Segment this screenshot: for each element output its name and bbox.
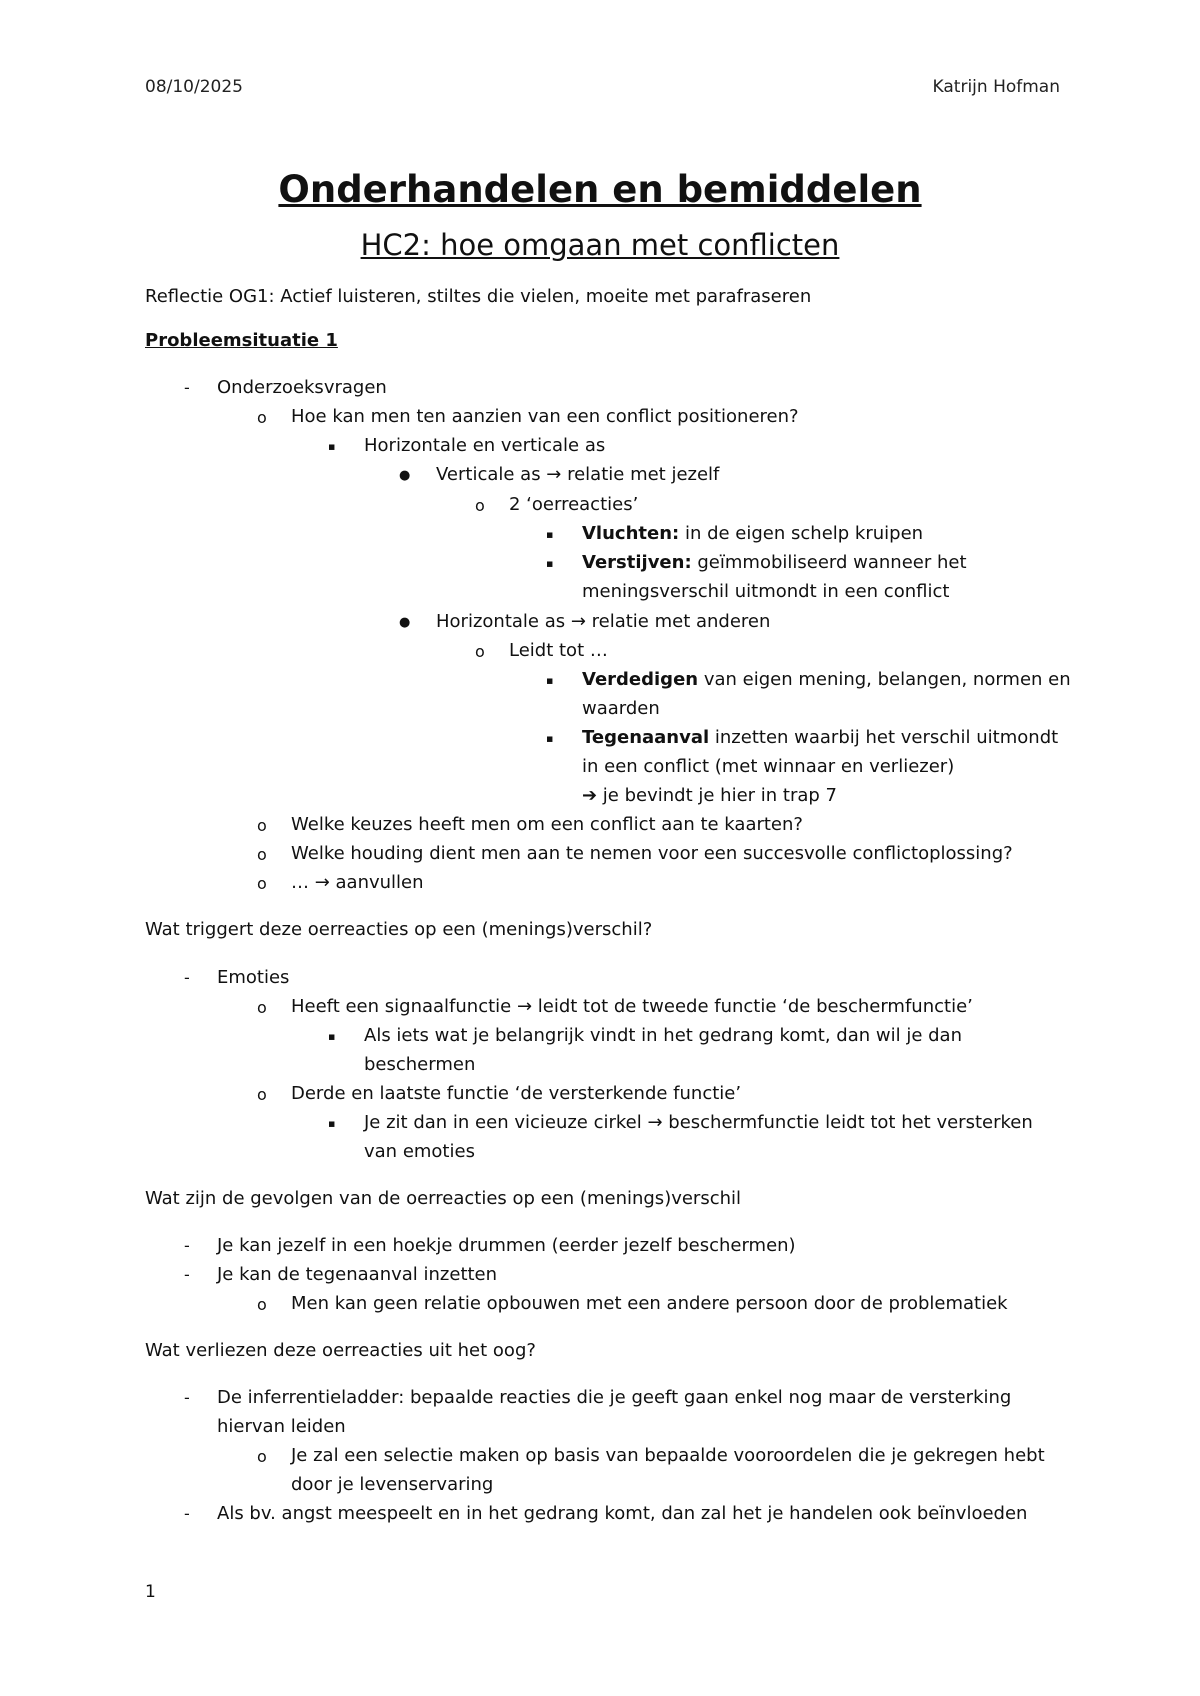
ring-marker: o [257,874,267,893]
list-item-continuation: van emoties [364,1141,475,1162]
ring-marker: o [475,642,485,661]
list-item: Onderzoeksvragen [217,377,387,398]
term-bold: Tegenaanval [582,727,710,748]
list-item: Heeft een signaalfunctie → leidt tot de tweede functie ‘de beschermfunctie’ [291,996,973,1017]
list-item [582,522,923,546]
dash-marker: - [184,378,190,397]
square-marker: ▪ [328,440,336,453]
question-line: Wat triggert deze oerreacties op een (menings)verschil? [145,919,653,940]
ring-marker: o [257,1085,267,1104]
dash-marker: - [184,968,190,987]
list-item [582,551,967,575]
header-author: Katrijn Hofman [932,77,1060,97]
square-marker: ▪ [546,674,554,687]
list-item: Horizontale en verticale as [364,435,606,456]
term-bold: Vluchten: [582,523,680,544]
document-subtitle: HC2: hoe omgaan met conflicten [360,228,840,262]
dash-marker: - [184,1504,190,1523]
square-marker: ▪ [328,1117,336,1130]
bullet-marker: ● [399,468,411,483]
page-number: 1 [145,1582,156,1602]
list-item: 2 ‘oerreacties’ [509,494,639,515]
list-item: Je zal een selectie maken op basis van bepaalde vooroordelen die je gekregen hebt [291,1445,1045,1466]
dash-marker: - [184,1236,190,1255]
list-item: Hoe kan men ten aanzien van een conflict positioneren? [291,406,799,427]
question-line: Wat verliezen deze oerreacties uit het oog? [145,1340,536,1361]
dash-marker: - [184,1388,190,1407]
bullet-marker: ● [399,615,411,630]
question-line: Wat zijn de gevolgen van de oerreacties op een (menings)verschil [145,1188,742,1209]
square-marker: ▪ [546,732,554,745]
list-item-continuation: in een conflict (met winnaar en verliezer) [582,756,955,777]
ring-marker: o [257,998,267,1017]
square-marker: ▪ [328,1030,336,1043]
list-item: Derde en laatste functie ‘de versterkende functie’ [291,1083,742,1104]
list-item: Horizontale as → relatie met anderen [436,611,771,632]
document-title: Onderhandelen en bemiddelen [278,168,922,211]
ring-marker: o [257,816,267,835]
list-item [582,668,1071,692]
square-marker: ▪ [546,528,554,541]
ring-marker: o [257,408,267,427]
header-date: 08/10/2025 [145,77,243,97]
list-item-continuation: ➔ je bevindt je hier in trap 7 [582,785,837,806]
term-bold: Verstijven: [582,552,692,573]
list-item-continuation: hiervan leiden [217,1416,346,1437]
list-item: Je kan de tegenaanval inzetten [217,1264,498,1285]
term-bold: Verdedigen [582,669,699,690]
section-heading: Probleemsituatie 1 [145,330,338,351]
term-text: van eigen mening, belangen, normen en [698,669,1071,690]
list-item-continuation: meningsverschil uitmondt in een conflict [582,581,950,602]
list-item: Welke houding dient men aan te nemen voor een succesvolle conflictoplossing? [291,843,1013,864]
list-item: Als bv. angst meespeelt en in het gedrang komt, dan zal het je handelen ook beïnvloeden [217,1503,1028,1524]
term-text: inzetten waarbij het verschil uitmondt [709,727,1059,748]
list-item: Je zit dan in een vicieuze cirkel → beschermfunctie leidt tot het versterken [364,1112,1033,1133]
list-item-continuation: door je levenservaring [291,1474,494,1495]
ring-marker: o [257,1447,267,1466]
list-item: … → aanvullen [291,872,424,893]
list-item: Men kan geen relatie opbouwen met een andere persoon door de problematiek [291,1293,1008,1314]
ring-marker: o [257,1295,267,1314]
list-item-continuation: waarden [582,698,660,719]
dash-marker: - [184,1265,190,1284]
list-item: Emoties [217,967,290,988]
list-item: Als iets wat je belangrijk vindt in het gedrang komt, dan wil je dan [364,1025,962,1046]
list-item: Je kan jezelf in een hoekje drummen (eerder jezelf beschermen) [217,1235,796,1256]
ring-marker: o [475,496,485,515]
reflection-line: Reflectie OG1: Actief luisteren, stiltes die vielen, moeite met parafraseren [145,286,812,307]
term-text: in de eigen schelp kruipen [679,523,924,544]
term-text: geïmmobiliseerd wanneer het [691,552,967,573]
list-item [582,726,1058,750]
ring-marker: o [257,845,267,864]
list-item: De inferrentieladder: bepaalde reacties die je geeft gaan enkel nog maar de versterking [217,1387,1012,1408]
list-item: Welke keuzes heeft men om een conflict aan te kaarten? [291,814,803,835]
square-marker: ▪ [546,557,554,570]
list-item: Verticale as → relatie met jezelf [436,464,720,485]
list-item: Leidt tot … [509,640,608,661]
list-item-continuation: beschermen [364,1054,476,1075]
